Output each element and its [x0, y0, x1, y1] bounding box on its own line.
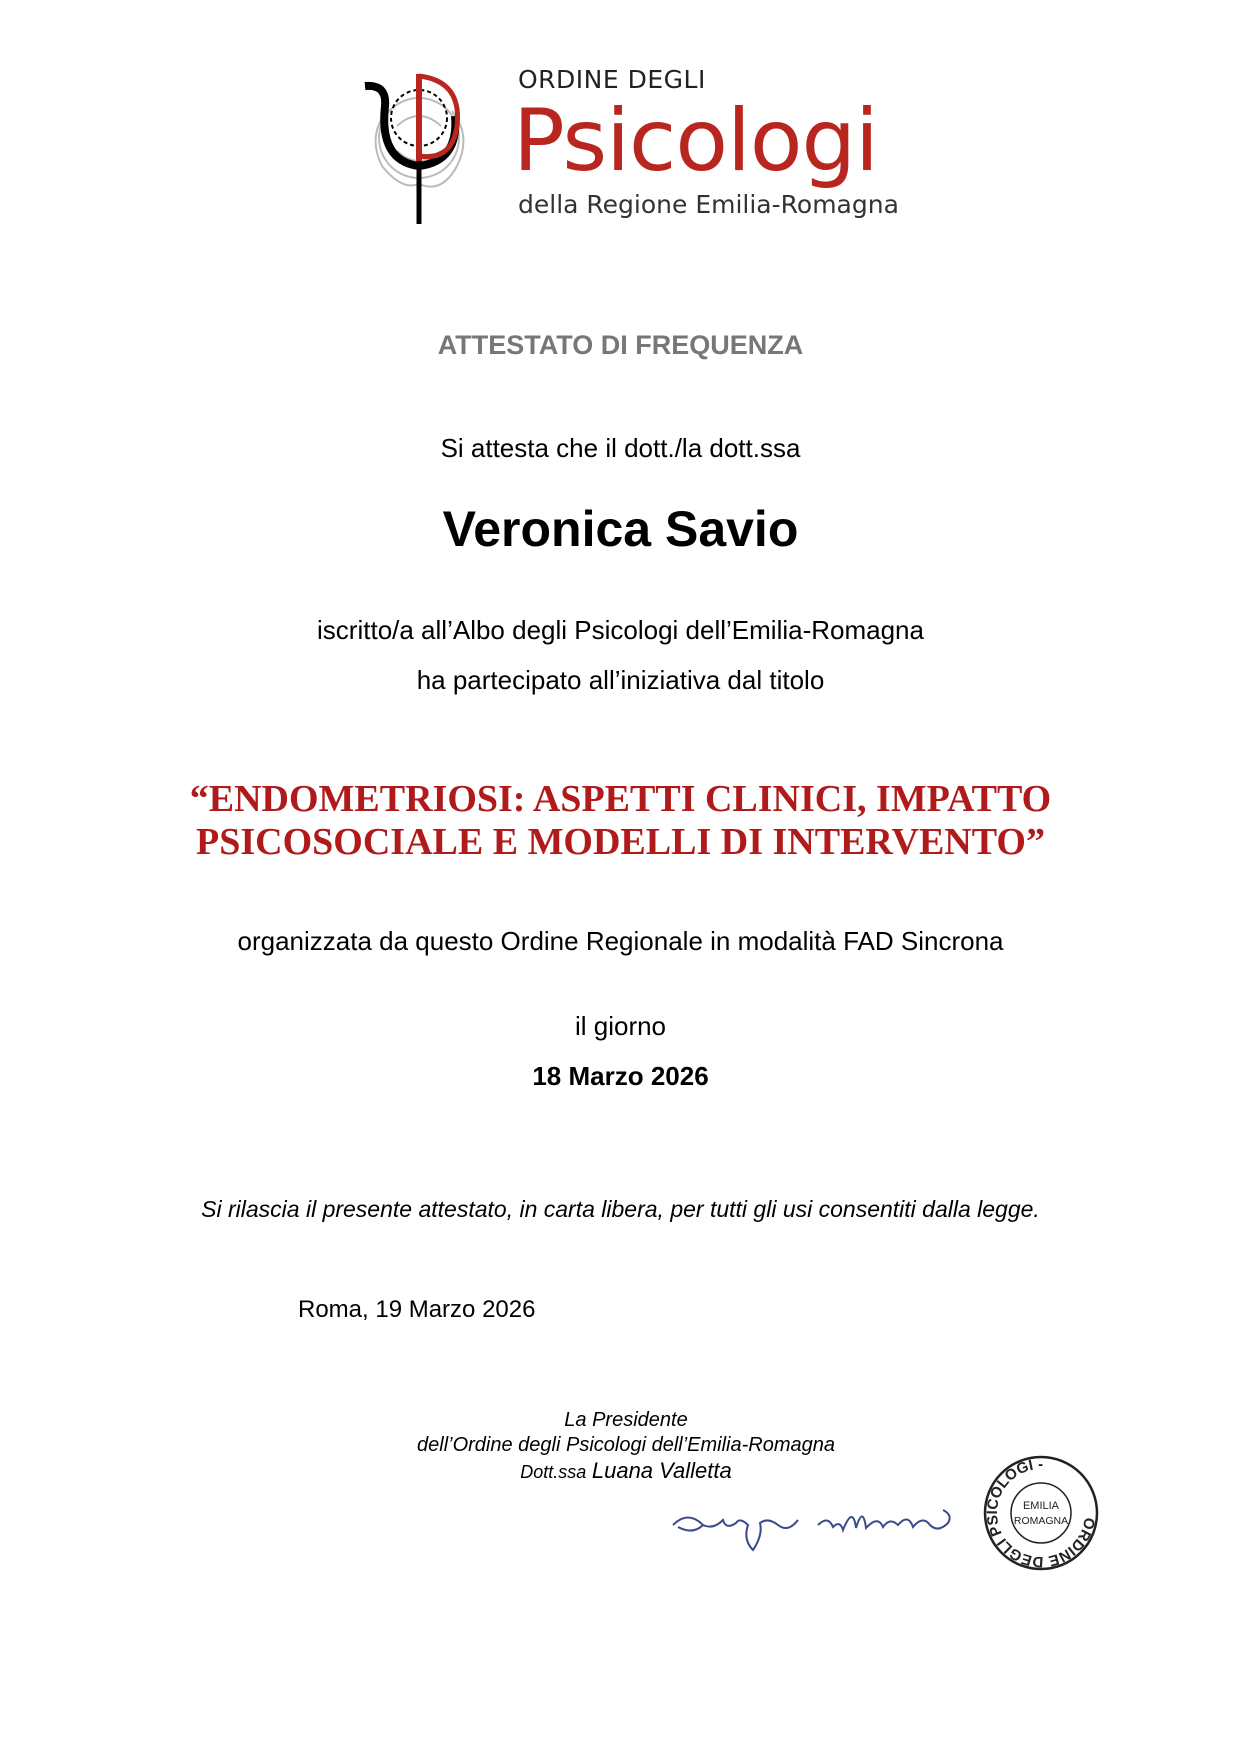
signatory-organization: dell’Ordine degli Psicologi dell’Emilia-Romagna [417, 1434, 835, 1456]
signatory-title: Dott.ssa [520, 1462, 587, 1482]
stamp-ring-text: ORDINE DEGLI PSICOLOGI - [983, 1455, 1098, 1571]
event-date: 18 Marzo 2026 [532, 1061, 709, 1091]
course-title-line-2: PSICOSOCIALE E MODELLI DI INTERVENTO” [196, 821, 1045, 863]
stamp-center-line-2: ROMAGNA [1013, 1515, 1069, 1527]
legal-statement: Si rilascia il presente attestato, in carta libera, per tutti gli usi consentiti dalla legge. [201, 1196, 1040, 1222]
course-title [0, 778, 1241, 864]
day-label: il giorno [574, 1011, 667, 1041]
stamp-center-line-1: EMILIA [1022, 1500, 1060, 1512]
logo-line-3: della Regione Emilia-Romagna [518, 190, 899, 219]
logo-line-1: ORDINE DEGLI [518, 65, 706, 94]
psi-logo-icon [357, 66, 497, 228]
official-stamp [982, 1454, 1100, 1572]
participation-text: ha partecipato all’iniziativa dal titolo [416, 665, 825, 695]
signatory-name: Luana Valletta [591, 1458, 732, 1483]
registration-text: iscritto/a all’Albo degli Psicologi dell’Emilia-Romagna [317, 615, 924, 645]
course-title-line-1: “ENDOMETRIOSI: ASPETTI CLINICI, IMPATTO [189, 778, 1052, 820]
participant-name: Veronica Savio [442, 501, 799, 557]
logo-line-2: Psicologi [513, 91, 878, 191]
svg-text:ORDINE DEGLI PSICOLOGI - [982, 1454, 1100, 1572]
organizer-text: organizzata da questo Ordine Regionale in modalità FAD Sincrona [237, 926, 1004, 956]
signatory-role: La Presidente [564, 1409, 688, 1431]
certificate-heading: ATTESTATO DI FREQUENZA [437, 330, 804, 360]
signatory-block [326, 1408, 926, 1485]
organization-logo [367, 64, 907, 230]
handwritten-signature [668, 1495, 963, 1560]
place-and-date: Roma, 19 Marzo 2026 [298, 1296, 536, 1323]
intro-text: Si attesta che il dott./la dott.ssa [440, 433, 801, 463]
